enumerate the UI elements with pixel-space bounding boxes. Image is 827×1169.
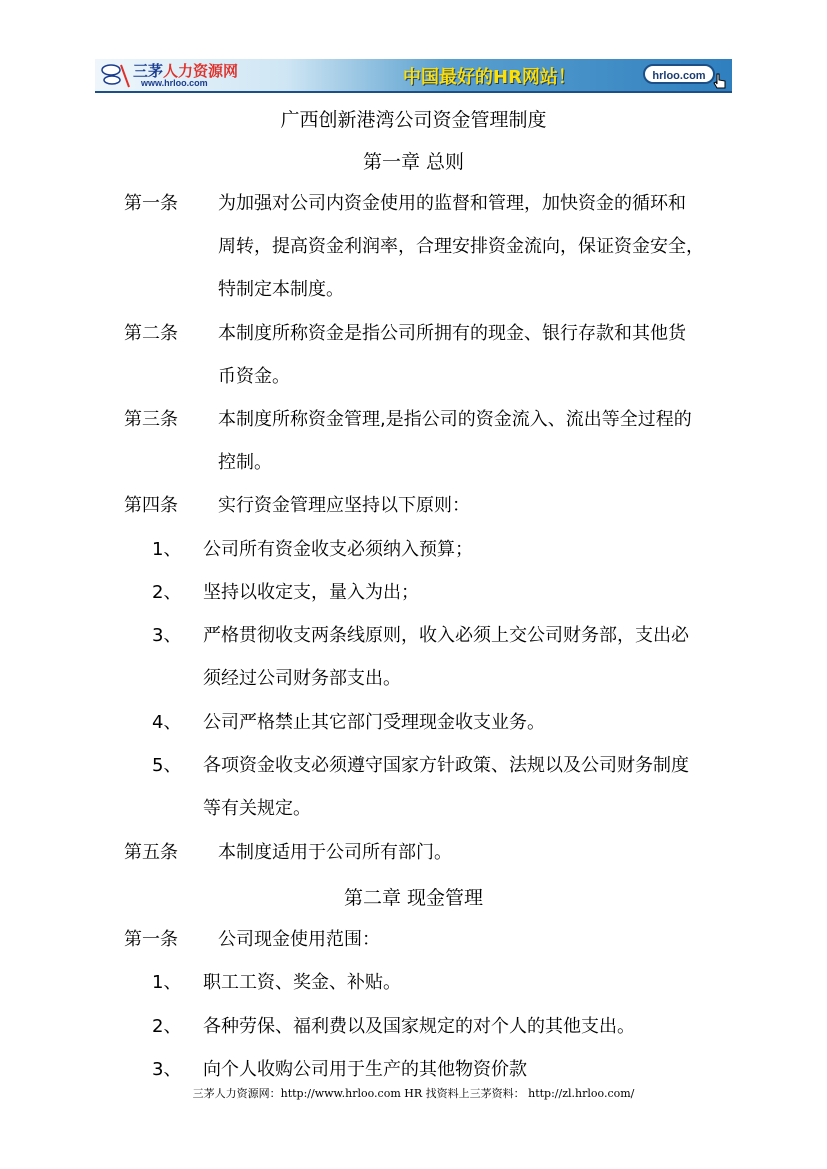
article-text-line: 特制定本制度。 — [218, 279, 344, 300]
brand-name: 三茅人力资源网 — [133, 62, 239, 80]
list-item-text: 等有关规定。 — [203, 798, 311, 819]
list-item-text: 向个人收购公司用于生产的其他物资价款 — [203, 1059, 527, 1080]
article-text-line: 本制度所称资金是指公司所拥有的现金、银行存款和其他货 — [218, 323, 686, 344]
list-number: 1、 — [152, 972, 182, 993]
list-number: 3、 — [152, 625, 182, 646]
list-number: 1、 — [152, 539, 182, 560]
list-item-text: 职工工资、奖金、补贴。 — [203, 972, 401, 993]
article-label: 第四条 — [124, 495, 178, 516]
article-text-line: 实行资金管理应坚持以下原则： — [218, 495, 470, 516]
list-item-text: 各项资金收支必须遵守国家方针政策、法规以及公司财务制度 — [203, 755, 689, 776]
list-number: 3、 — [152, 1059, 182, 1080]
list-item-text: 坚持以收定支，量入为出； — [203, 582, 419, 603]
dragonfly-logo-icon — [101, 61, 131, 89]
article-text-line: 本制度所称资金管理,是指公司的资金流入、流出等全过程的 — [218, 409, 692, 430]
banner-slogan: 中国最好的HR网站！ — [403, 67, 576, 88]
list-item-text: 各种劳保、福利费以及国家规定的对个人的其他支出。 — [203, 1016, 635, 1037]
article-label: 第三条 — [124, 409, 178, 430]
hand-cursor-icon — [713, 73, 727, 89]
article-text-line: 为加强对公司内资金使用的监督和管理，加快资金的循环和 — [218, 193, 686, 214]
article-text-line: 周转，提高资金利润率，合理安排资金流向，保证资金安全， — [218, 236, 704, 257]
list-number: 5、 — [152, 755, 182, 776]
document-title: 广西创新港湾公司资金管理制度 — [280, 109, 547, 131]
article-text-line: 控制。 — [218, 452, 272, 473]
article-label: 第一条 — [124, 929, 178, 950]
chapter-2-heading: 第二章 现金管理 — [343, 887, 484, 909]
list-item-text: 须经过公司财务部支出。 — [203, 668, 401, 689]
article-text-line: 本制度适用于公司所有部门。 — [218, 842, 452, 863]
page-footer: 三茅人力资源网：http://www.hrloo.com HR 找资料上三茅资料： http://zl.hrloo.com/ — [192, 1087, 635, 1100]
list-number: 2、 — [152, 582, 182, 603]
article-label: 第二条 — [124, 323, 178, 344]
chapter-1-heading: 第一章 总则 — [362, 151, 465, 173]
header-banner[interactable] — [95, 59, 732, 93]
list-number: 2、 — [152, 1016, 182, 1037]
brand-url: www.hrloo.com — [141, 78, 208, 88]
list-number: 4、 — [152, 712, 182, 733]
list-item-text: 严格贯彻收支两条线原则，收入必须上交公司财务部，支出必 — [203, 625, 689, 646]
article-label: 第一条 — [124, 193, 178, 214]
hrloo-link-button[interactable]: hrloo.com — [643, 64, 715, 84]
article-text-line: 公司现金使用范围： — [218, 929, 380, 950]
list-item-text: 公司所有资金收支必须纳入预算； — [203, 539, 473, 560]
article-text-line: 币资金。 — [218, 366, 290, 387]
list-item-text: 公司严格禁止其它部门受理现金收支业务。 — [203, 712, 545, 733]
article-label: 第五条 — [124, 842, 178, 863]
